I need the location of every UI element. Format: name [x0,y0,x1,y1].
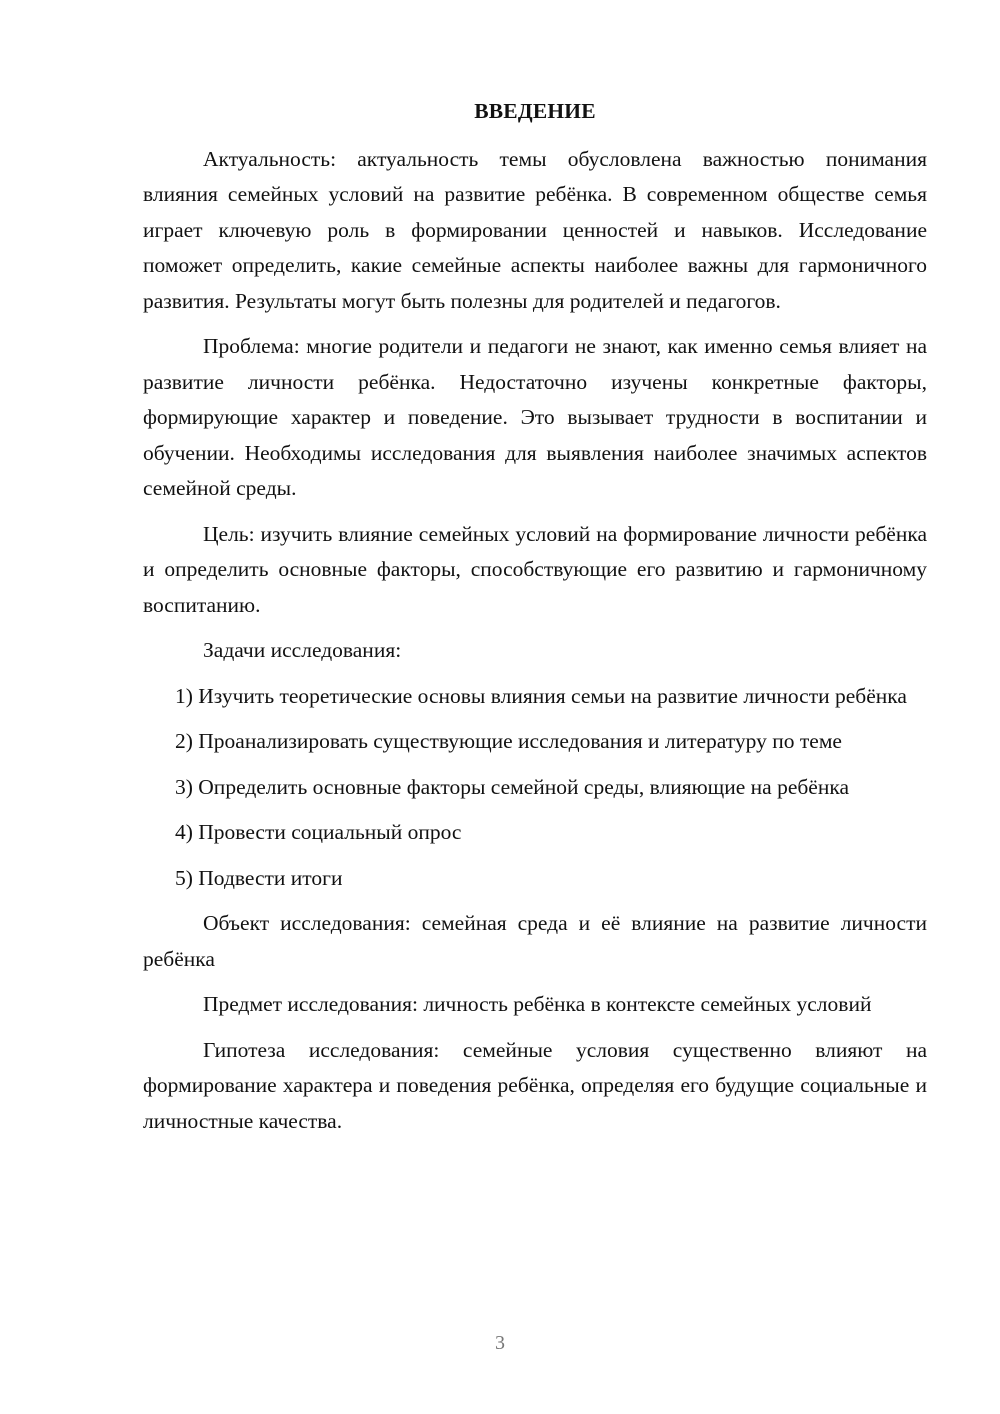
page-content [143,94,927,1149]
problem-paragraph: Проблема: многие родители и педагоги не знают, как именно семья влияет на развитие личности ребёнка. Недостаточно изучены конкретные факторы, формирующие характер и поведение. Это вызывает трудности в воспитании и обучении. Необходимы исследования для выявления наиболее значимых аспектов семейной среды. [143,334,927,500]
subject-paragraph: Предмет исследования: личность ребёнка в контексте семейных условий [203,992,872,1016]
page-title: ВВЕДЕНИЕ [474,99,596,123]
relevance-paragraph: Актуальность: актуальность темы обусловлена важностью понимания влияния семейных условий на развитие ребёнка. В современном обществе семья играет ключевую роль в формировании ценностей и навыков. Исследование поможет определить, какие семейные аспекты наиболее важны для гармоничного развития. Результаты могут быть полезны для родителей и педагогов. [143,146,927,313]
page-number: 3 [495,1332,505,1354]
goal-paragraph: Цель: изучить влияние семейных условий на формирование личности ребёнка и определить основные факторы, способствующие его развитию и гармоничному воспитанию. [143,521,927,617]
task-item-4: 4) Провести социальный опрос [175,820,462,844]
task-item-3: 3) Определить основные факторы семейной среды, влияющие на ребёнка [175,774,850,799]
hypothesis-paragraph: Гипотеза исследования: семейные условия существенно влияют на формирование характера и поведения ребёнка, определяя его будущие социальные и личностные качества. [143,1037,927,1133]
task-item-1: 1) Изучить теоретические основы влияния семьи на развитие личности ребёнка [175,683,907,708]
tasks-title: Задачи исследования: [203,638,402,662]
object-paragraph: Объект исследования: семейная среда и её влияние на развитие личности ребёнка [143,911,927,971]
task-item-5: 5) Подвести итоги [175,865,343,890]
task-item-2: 2) Проанализировать существующие исследования и литературу по теме [175,729,842,753]
